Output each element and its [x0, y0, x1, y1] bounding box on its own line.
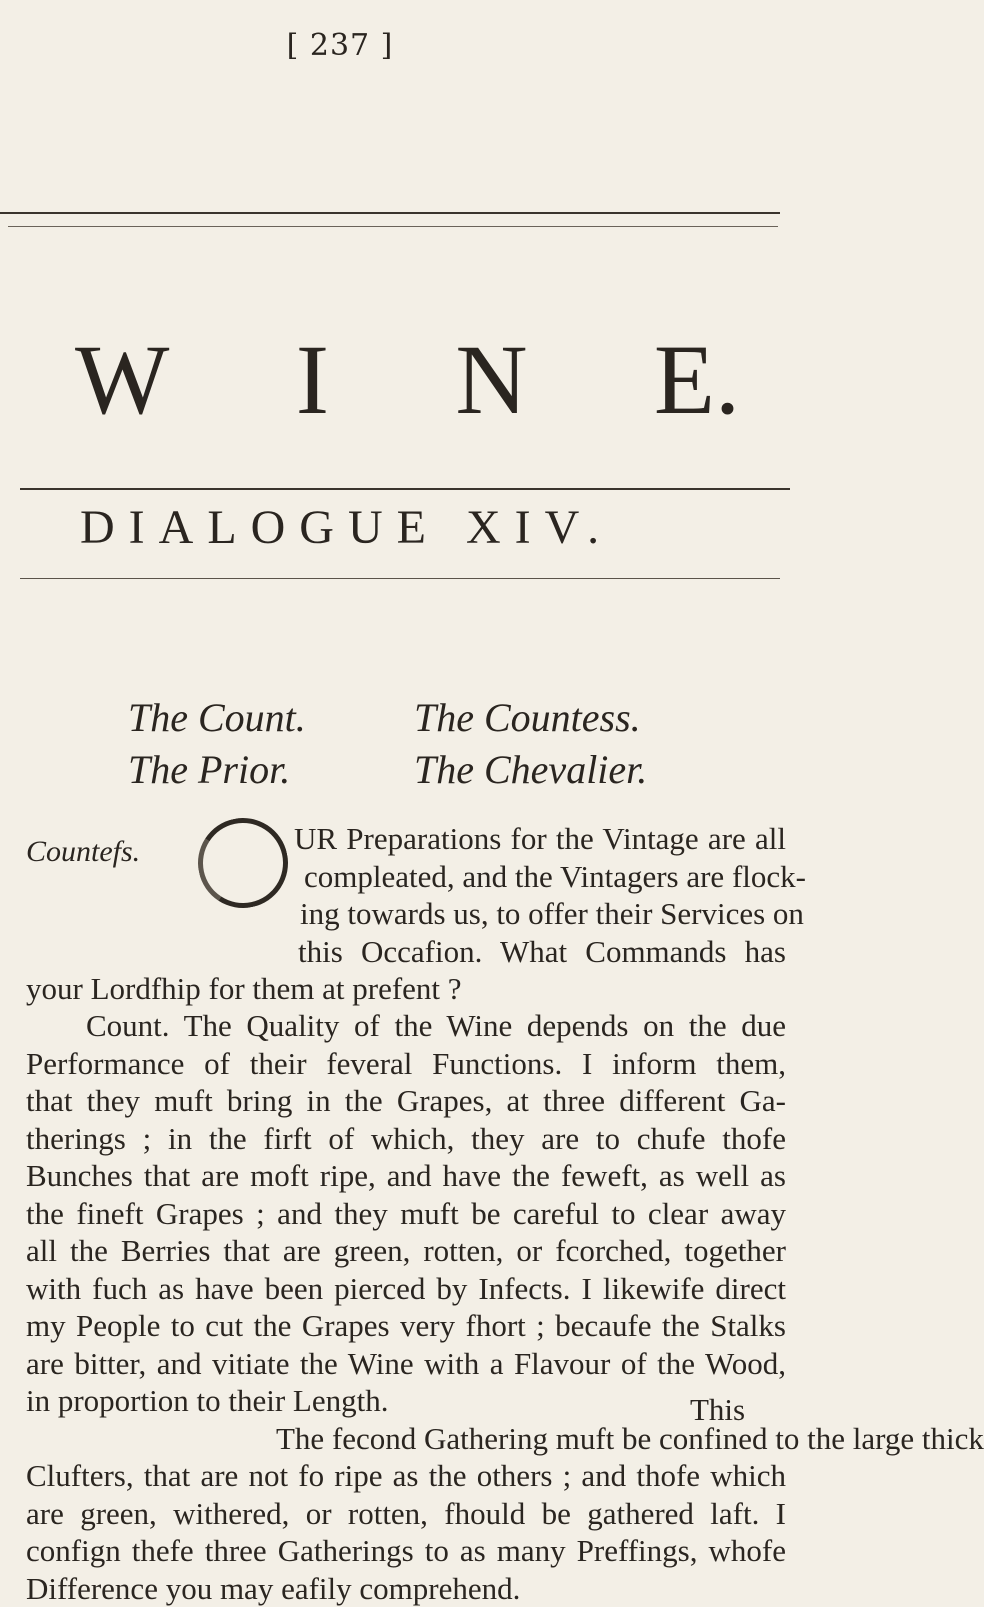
text-line: my People to cut the Grapes very fhort ; becaufe the Stalks	[26, 1307, 786, 1345]
chapter-title	[0, 330, 740, 430]
text-line: all the Berries that are green, rotten, or fcorched, together	[26, 1232, 786, 1270]
cast-row-2	[128, 746, 290, 793]
text-line: in proportion to their Length.	[26, 1382, 786, 1420]
top-rule-thin	[8, 226, 778, 227]
mid-rule-thick	[20, 488, 790, 490]
cast-prior: The Prior.	[128, 747, 290, 792]
text-line: are bitter, and vitiate the Wine with a Flavour of the Wood,	[26, 1345, 786, 1383]
text-line: with fuch as have been pierced by Infects. I likewife direct	[26, 1270, 786, 1308]
text-line: Difference you may eafily comprehend.	[26, 1570, 786, 1607]
text-line: compleated, and the Vintagers are flock-	[26, 858, 786, 896]
cast-chevalier: The Chevalier.	[414, 746, 647, 793]
title-letter-e: E.	[654, 330, 740, 430]
text-line: ing towards us, to offer their Services on	[26, 895, 786, 933]
page-number: [ 237 ]	[0, 28, 680, 63]
dialogue-heading: DIALOGUE XIV.	[80, 500, 720, 555]
text-line: Bunches that are moft ripe, and have the feweft, as well as	[26, 1157, 786, 1195]
speaker-countess: Countefs.	[26, 835, 140, 869]
paragraph-1	[26, 820, 786, 1008]
title-letter-n: N	[455, 330, 527, 430]
text-line: this Occafion. What Commands has	[26, 933, 786, 971]
cast-countess: The Countess.	[414, 694, 641, 741]
text-line: The fecond Gathering muft be confined to the large thick	[26, 1420, 786, 1458]
text-line: the fineft Grapes ; and they muft be careful to clear away	[26, 1195, 786, 1233]
text-line: confign thefe three Gatherings to as many Preffings, whofe	[26, 1532, 786, 1570]
text-line: are green, withered, or rotten, fhould be gathered laft. I	[26, 1495, 786, 1533]
title-letter-i: I	[296, 330, 329, 430]
text-line: Count. The Quality of the Wine depends on the due	[26, 1007, 786, 1045]
cast-row-1	[128, 694, 306, 741]
text-line: therings ; in the firft of which, they are to chufe thofe	[26, 1120, 786, 1158]
text-line: Clufters, that are not fo ripe as the others ; and thofe which	[26, 1457, 786, 1495]
text-line: UR Preparations for the Vintage are all	[26, 820, 786, 858]
text-line: Performance of their feveral Functions. I inform them,	[26, 1045, 786, 1083]
mid-rule-thin	[20, 578, 780, 579]
catchword: This	[690, 1392, 745, 1428]
text-line: your Lordfhip for them at prefent ?	[26, 970, 786, 1008]
text-line: that they muft bring in the Grapes, at three different Ga-	[26, 1082, 786, 1120]
cast-count: The Count.	[128, 695, 306, 740]
title-letter-w: W	[75, 330, 169, 430]
paragraph-2	[26, 1007, 786, 1607]
top-rule-thick	[0, 212, 780, 214]
